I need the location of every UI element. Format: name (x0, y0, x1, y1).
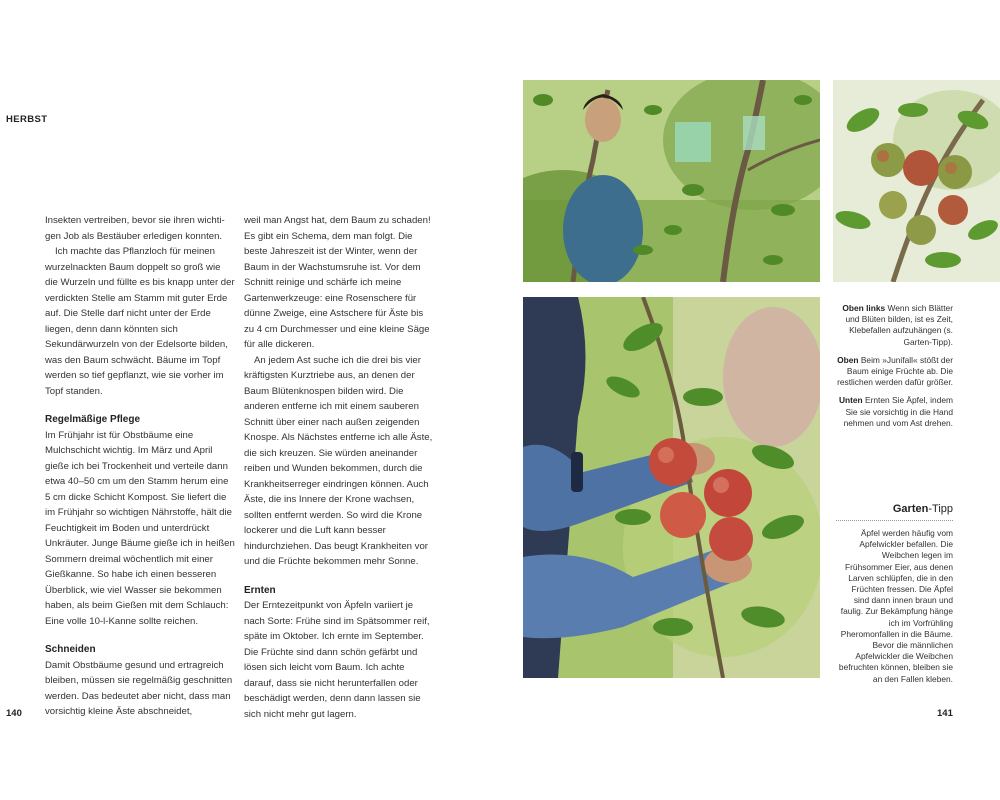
heading-cutting: Schneiden (45, 644, 96, 655)
page-number-right: 141 (937, 708, 953, 719)
photo-captions (836, 303, 953, 436)
caption-top (836, 355, 953, 389)
paragraph-harvest: Der Erntezeitpunkt von Äpfeln variiert je nach Sorte: Frühe sind im Spätsommer reif, späte im Oktober. Ich ernte im September. Die Früchte sind dann schön gefärbt und lösen sich leicht vom Baum. Ich achte darauf, dass sie nicht herunterfallen oder beschädigt werden, denn dann lassen sie sich nicht mehr gut lagern. (244, 600, 430, 720)
garden-tip-title (836, 503, 953, 521)
intro-line-1: Insekten vertreiben, bevor sie ihren wichti- (45, 215, 225, 226)
paragraph-branches: An jedem Ast suche ich die drei bis vier kräftigsten Kurztriebe aus, an denen der Baum Blütenknospen bilden wird. Die anderen entferne ich mit einem sauberen Schnitt über einer nach außen zeigenden Knospe. Als Nächstes entferne ich alle Äste, die sich kreuzen. Sie würden aneinander reiben und Wunden bekommen, durch die Krankheitserreger eindringen können. Auch Äste, die ins Innere der Krone wachsen, sollten entfernt werden. So wird die Krone lockerer und die Luft kann besser hindurchziehen. Das beugt Krankheiten vor und die Früchte bekommen mehr Sonne. (244, 354, 433, 567)
caption-text: Beim »Junifall« stößt der Baum einige Früchte ab. Die restlichen werden dafür größer. (837, 354, 953, 388)
paragraph-cutting-cont: weil man Angst hat, dem Baum zu schaden! Es gibt ein Schema, dem man folgt. Die beste Jahreszeit ist der Winter, wenn der Baum in der Wachstumsruhe ist. Vor dem Schnitt reinige und schärfe ich meine Gartenwerkzeuge: eine Rosenschere für dünne Zweige, eine Astschere für Äste bis zu 4 cm Durchmesser und eine kleine Säge für alle dickeren. (244, 215, 431, 350)
heading-care: Regelmäßige Pflege (45, 414, 141, 425)
garden-tip-box (836, 503, 953, 685)
heading-harvest: Ernten (244, 584, 276, 596)
photo-harvesting-apples (523, 297, 820, 678)
tip-title-rest: -Tipp (928, 503, 953, 515)
caption-text: Ernten Sie Äpfel, indem Sie sie vorsichtig in die Hand nehmen und vom Ast drehen. (843, 395, 953, 428)
caption-top-left (836, 303, 953, 348)
photo-woman-hanging-trap (523, 80, 820, 282)
caption-label: Oben (837, 354, 859, 365)
tip-title-bold: Garten (892, 503, 929, 515)
paragraph-care: Im Frühjahr ist für Obstbäume eine Mulchschicht wichtig. Im März und April gieße ich bei Trockenheit und verteile dann etwa 40–50 cm um den Stamm herum eine 5 cm dicke Schicht Kompost. Sie liefert die im Frühjahr so wichtigen Nährstoffe, hält die Feuchtigkeit im Boden und unterdrückt Unkräuter. Junge Bäume gieße ich in heißen Sommern dreimal wöchentlich mit einer Gießkanne. So habe ich einen besseren Überblick, wie viel Wasser sie bekommen haben, als beim Gießen mit dem Schlauch: Eine volle 10-l-Kanne sollte reichen. (45, 429, 235, 627)
caption-bottom (836, 395, 953, 429)
intro-line-2: gen Job als Bestäuber erledigen konnten. (45, 230, 223, 242)
garden-tip-body: Äpfel werden häufig vom Apfelwickler befallen. Die Weibchen legen im Frühsommer Eier, aus denen Larven schlüpfen, die in den Früchten fressen. Die Äpfel sind dann innen braun und faulig. Zur Bekämpfung hänge ich im Vorfrühling Pheromonfallen in die Bäume. Bevor die männlichen Apfelwickler die Weibchen befruchten können, bleiben sie an den Fallen kleben. (838, 528, 953, 684)
text-column-left (45, 213, 235, 720)
photo-young-apples (833, 80, 1000, 282)
caption-label: Oben links (842, 303, 886, 313)
caption-text: Wenn sich Blätter und Blüten bilden, ist es Zeit, Klebefallen aufzuhängen (s. Garten-Tipp). (845, 303, 953, 347)
paragraph-cutting: Damit Obstbäume gesund und ertragreich bleiben, müssen sie regelmäßig geschnitten werden. Das bedeutet aber nicht, dass man vorsichtig kleine Äste abschneidet, (45, 659, 233, 717)
caption-label: Unten (838, 395, 863, 406)
section-label: HERBST (6, 114, 48, 125)
text-column-right (244, 213, 434, 722)
page-number-left: 140 (6, 708, 22, 719)
paragraph-planting: Ich machte das Pflanzloch für meinen wurzelnackten Baum doppelt so groß wie die Wurzeln und füllte es bis knapp unter der verdickten Stelle am Stamm mit guter Erde auf. Die Stelle darf nicht unter der Erde liegen, denn dann könnten sich Sekundärwurzeln von der Edelsorte bilden, was den Baum schwächt. Bäume im Topf werden so tief gepflanzt, wie sie vorher im Topf standen. (45, 246, 235, 397)
